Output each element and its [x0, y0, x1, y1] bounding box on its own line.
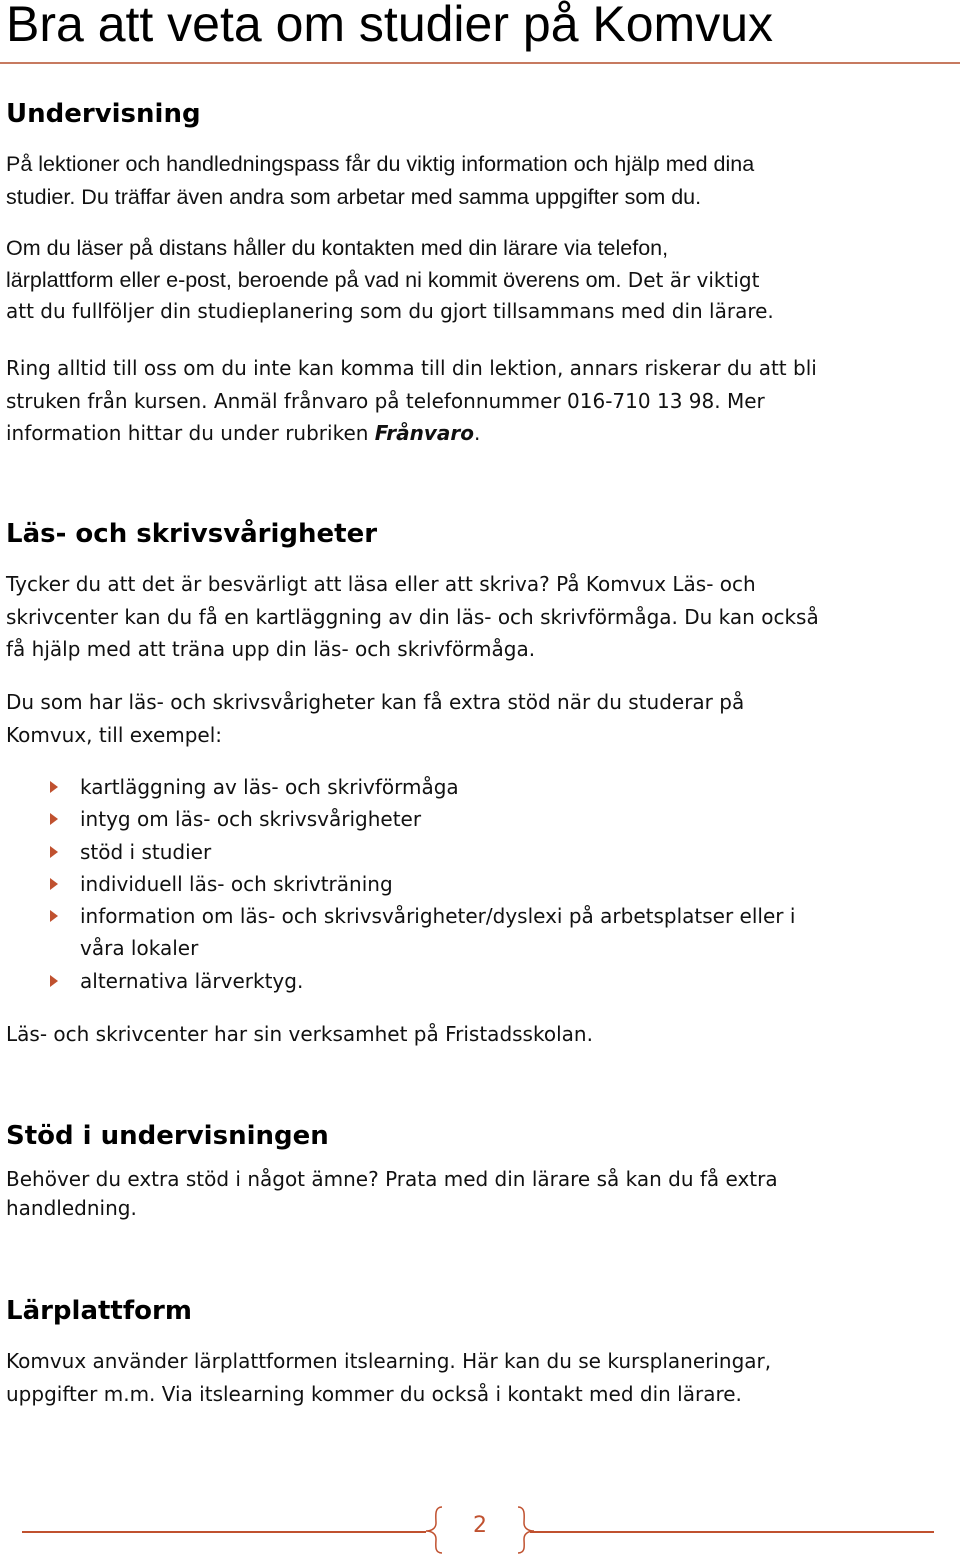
section-las-och-skriv — [6, 518, 954, 550]
text-line: Behöver du extra stöd i något ämne? Prata med din lärare så kan du få extra — [6, 1167, 778, 1191]
paragraph — [6, 1345, 954, 1410]
text-line: struken från kursen. Anmäl frånvaro på telefonnummer 016-710 13 98. Mer — [6, 388, 765, 413]
text-line: Tycker du att det är besvärligt att läsa eller att skriva? På Komvux Läs- och — [6, 572, 756, 596]
section-heading: Lärplattform — [6, 1296, 192, 1326]
list-item: stöd i studier — [6, 836, 954, 868]
section-larplattform — [6, 1295, 954, 1327]
text-line: studier. Du träffar även andra som arbetar med samma uppgifter som du. — [6, 184, 702, 209]
paragraph — [6, 686, 954, 751]
text-line: handledning. — [6, 1195, 137, 1220]
list-item: alternativa lärverktyg. — [6, 965, 954, 997]
page-title: Bra att veta om studier på Komvux — [6, 0, 774, 52]
section-heading: Läs- och skrivsvårigheter — [6, 519, 378, 549]
text-line: lärplattform eller e-post, beroende på vad ni kommit överens om. — [6, 268, 622, 292]
list-item: individuell läs- och skrivträning — [6, 868, 954, 900]
text-line: att du fullföljer din studieplanering som du gjort tillsammans med din lärare. — [6, 299, 774, 323]
paragraph — [6, 1165, 954, 1222]
text-line: Ring alltid till oss om du inte kan komma till din lektion, annars riskerar du att bli — [6, 356, 817, 380]
text-line: Om du läser på distans håller du kontakten med din lärare via telefon, — [6, 236, 669, 260]
list-item: intyg om läs- och skrivsvårigheter — [6, 803, 954, 835]
page-footer — [0, 1505, 960, 1555]
text-line: Läs- och skrivcenter har sin verksamhet på Fristadsskolan. — [6, 1022, 593, 1046]
paragraph — [6, 568, 954, 666]
arrow-bullet-icon — [50, 846, 58, 858]
footer-rule-right — [530, 1531, 934, 1533]
list-item: information om läs- och skrivsvårigheter/dyslexi på arbetsplatser eller i våra lokaler — [6, 900, 954, 965]
text-line: Det är viktigt — [621, 268, 760, 292]
text-line: skrivcenter kan du få en kartläggning av din läs- och skrivförmåga. Du kan också — [6, 604, 819, 629]
section-stod — [6, 1120, 954, 1152]
paragraph — [6, 1018, 954, 1051]
paragraph — [6, 148, 954, 213]
text-line: Du som har läs- och skrivsvårigheter kan få extra stöd när du studerar på — [6, 690, 745, 714]
arrow-bullet-icon — [50, 910, 58, 922]
arrow-bullet-icon — [50, 878, 58, 890]
text-line: Komvux, till exempel: — [6, 722, 223, 747]
text-line: Komvux använder lärplattformen itslearning. Här kan du se kursplaneringar, — [6, 1349, 772, 1373]
section-undervisning — [6, 98, 954, 130]
page-number: 2 — [473, 1513, 487, 1538]
franvaro-emphasis: Frånvaro — [374, 421, 474, 445]
footer-rule-left — [22, 1531, 426, 1533]
text-line: På lektioner och handledningspass får du viktig information och hjälp med dina — [6, 152, 755, 176]
arrow-bullet-icon — [50, 813, 58, 825]
text-line: uppgifter m.m. Via itslearning kommer du också i kontakt med din lärare. — [6, 1381, 742, 1406]
paragraph — [6, 232, 954, 328]
section-heading: Stöd i undervisningen — [6, 1121, 329, 1151]
title-divider — [0, 62, 960, 64]
text-line: få hjälp med att träna upp din läs- och skrivförmåga. — [6, 637, 536, 661]
text-line: . — [473, 421, 481, 445]
text-line: information hittar du under rubriken — [6, 421, 375, 445]
arrow-bullet-icon — [50, 975, 58, 987]
paragraph — [6, 352, 954, 450]
section-heading: Undervisning — [6, 99, 201, 129]
list-item: kartläggning av läs- och skrivförmåga — [6, 771, 954, 803]
bullet-list — [6, 771, 954, 997]
arrow-bullet-icon — [50, 781, 58, 793]
